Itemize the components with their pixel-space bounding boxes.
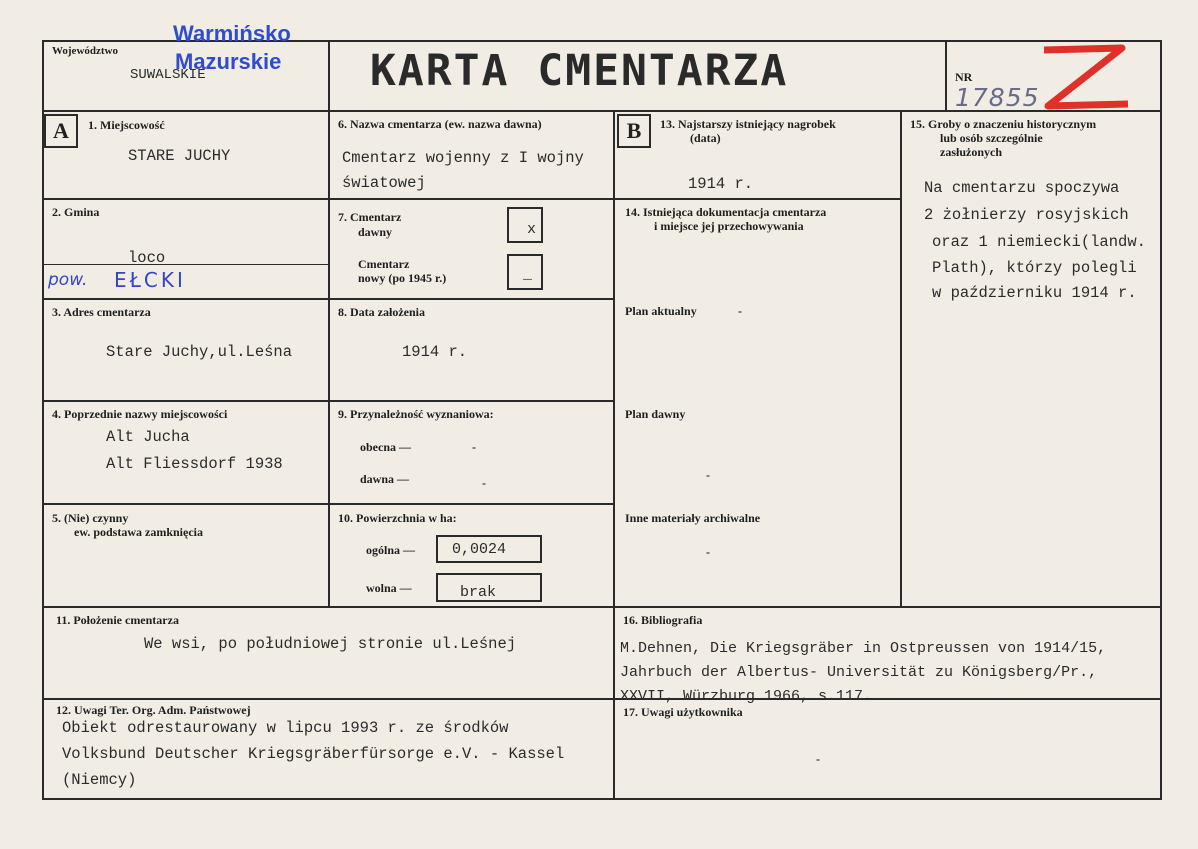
f4-value-1: Alt Jucha [106,428,190,446]
f10-ogolna-label: ogólna — [366,543,416,557]
f8-value: 1914 r. [402,343,468,361]
inne-materialy-value: - [706,545,710,559]
f5-label-1: 5. (Nie) czynny [52,511,129,525]
f7-dawny-mark: x [527,221,537,238]
nr-value: 17855 [955,83,1040,112]
f7-label-a1: 7. Cmentarz [338,210,402,224]
f8-label: 8. Data założenia [338,305,425,319]
region-stamp-line2: Mazurskie [175,49,282,74]
f2-pow-value: EŁCKI [114,268,186,292]
inne-materialy-label: Inne materiały archiwalne [625,511,761,525]
f9-dawna-label: dawna — [360,472,410,486]
pow-underline [44,264,328,265]
page-title: KARTA CMENTARZA [370,46,789,96]
f16-line-3: XXVII, Würzburg 1966, s.117. [620,688,873,705]
f7-label-b1: Cmentarz [358,257,410,271]
border-bottom [42,798,1162,800]
f2-label: 2. Gmina [52,205,100,219]
f9-label: 9. Przynależność wyznaniowa: [338,407,494,421]
f2-value: loco [128,249,166,267]
f17-label: 17. Uwagi użytkownika [623,705,743,719]
plan-aktualny-label: Plan aktualny [625,304,697,318]
f17-value: - [816,752,820,766]
col-rule-2 [613,110,615,800]
f10-wolna-value: brak [460,584,497,601]
section-b-marker: B [617,114,651,148]
row-rule-5 [42,606,1162,608]
f15-line-5: w październiku 1914 r. [932,284,1137,302]
f1-label: 1. Miejscowość [88,118,165,132]
f16-line-1: M.Dehnen, Die Kriegsgräber in Ostpreussen von 1914/15, [620,640,1107,657]
region-stamp-line1: Warmińsko [173,21,291,46]
plan-dawny-label: Plan dawny [625,407,686,421]
f7-nowy-mark: _ [523,266,533,283]
f6-label: 6. Nazwa cmentarza (ew. nazwa dawna) [338,117,542,131]
f10-wolna-field[interactable] [436,573,542,602]
f15-label-3: zasłużonych [940,145,1003,159]
nr-label: NR [955,70,973,84]
row-rule-1b [615,198,902,200]
f6-value-2: światowej [342,174,426,192]
f7-label-b2: nowy (po 1945 r.) [358,271,447,285]
row-rule-4 [42,503,615,505]
f9-obecna-value: - [472,440,476,454]
f9-obecna-label: obecna — [360,440,411,454]
border-left [42,40,44,800]
nr-rule [945,40,947,110]
f7-checkbox-dawny[interactable] [507,207,543,243]
section-a-marker: A [44,114,78,148]
f10-label: 10. Powierzchnia w ha: [338,511,457,525]
wojewodztwo-label: Województwo [52,45,118,57]
wojewodztwo-value: SUWALSKIE [130,67,206,83]
f10-wolna-label: wolna — [366,581,412,595]
f15-line-2: 2 żołnierzy rosyjskich [924,206,1129,224]
f12-label: 12. Uwagi Ter. Org. Adm. Państwowej [56,703,251,717]
row-rule-3 [42,400,615,402]
f10-ogolna-field[interactable] [436,535,542,563]
f14-label-2: i miejsce jej przechowywania [654,219,804,233]
plan-aktualny-value: - [738,304,742,318]
plan-dawny-value: - [706,468,710,482]
f15-line-4: Plath), którzy polegli [932,259,1137,277]
f13-label-2: (data) [690,131,721,145]
red-z-mark-icon [1038,42,1130,114]
category-mark [1038,42,1130,114]
f4-value-2: Alt Fliessdorf 1938 [106,455,283,473]
f7-checkbox-nowy[interactable] [507,254,543,290]
col-rule-3 [900,110,902,608]
border-right [1160,40,1162,800]
f15-line-1: Na cmentarzu spoczywa [924,179,1120,197]
f5-label-2: ew. podstawa zamknięcia [74,525,203,539]
f3-label: 3. Adres cmentarza [52,305,151,319]
f15-label-2: lub osób szczególnie [940,131,1043,145]
f12-line-3: (Niemcy) [62,771,137,789]
f15-line-3: oraz 1 niemiecki(landw. [932,233,1146,251]
col-rule-1 [328,40,330,608]
row-rule-2 [42,298,615,300]
f6-value-1: Cmentarz wojenny z I wojny [342,149,584,167]
f12-line-1: Obiekt odrestaurowany w lipcu 1993 r. ze środków [62,719,509,737]
f11-label: 11. Położenie cmentarza [56,613,179,627]
f13-label-1: 13. Najstarszy istniejący nagrobek [660,117,836,131]
f12-line-2: Volksbund Deutscher Kriegsgräberfürsorge e.V. - Kassel [62,745,565,763]
f10-ogolna-value: 0,0024 [452,541,507,558]
f1-value: STARE JUCHY [128,147,231,165]
f11-value: We wsi, po południowej stronie ul.Leśnej [144,635,517,653]
f13-value: 1914 r. [688,175,754,193]
f7-label-a2: dawny [358,225,393,239]
f16-label: 16. Bibliografia [623,613,703,627]
f3-value: Stare Juchy,ul.Leśna [106,343,293,361]
f4-label: 4. Poprzednie nazwy miejscowości [52,407,228,421]
f9-dawna-value: - [482,476,486,490]
f14-label-1: 14. Istniejąca dokumentacja cmentarza [625,205,827,219]
f16-line-2: Jahrbuch der Albertus- Universität zu Königsberg/Pr., [620,664,1098,681]
row-rule-6 [42,698,1162,700]
f2-pow-prefix: pow. [48,270,88,290]
f15-label-1: 15. Groby o znaczeniu historycznym [910,117,1097,131]
row-rule-1 [42,198,615,200]
